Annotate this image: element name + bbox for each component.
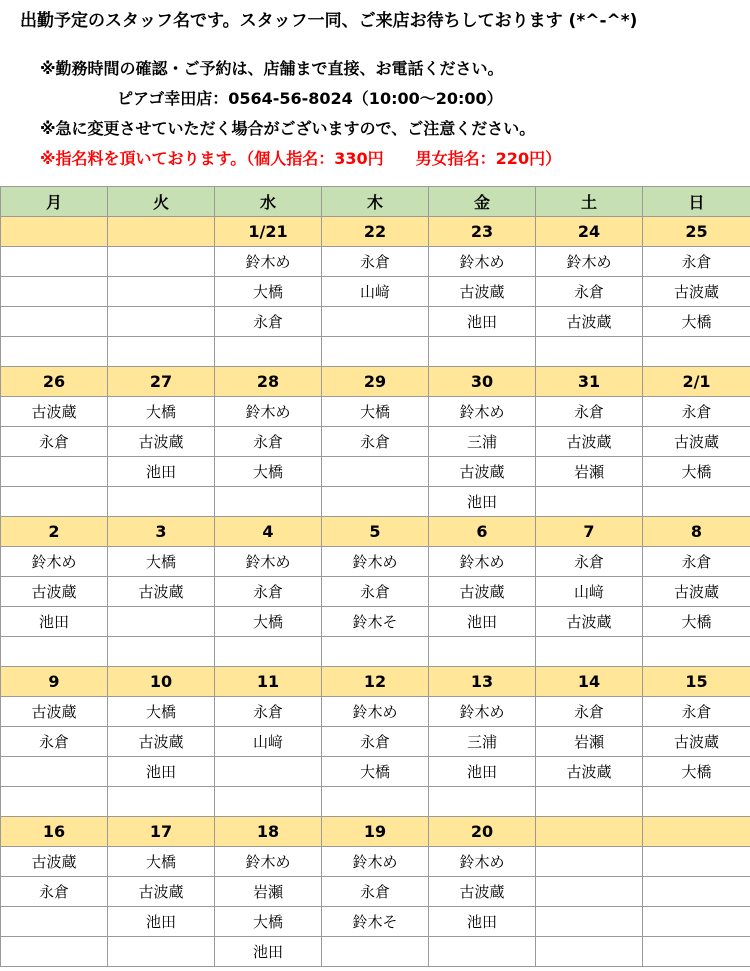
staff-name-cell: 古波蔵 — [108, 427, 215, 457]
staff-name-cell — [1, 937, 108, 967]
staff-name-cell: 大橋 — [108, 547, 215, 577]
date-cell: 22 — [322, 217, 429, 247]
staff-name-cell: 古波蔵 — [1, 697, 108, 727]
staff-name-cell: 池田 — [429, 607, 536, 637]
schedule-body — [1, 217, 750, 967]
staff-name-cell: 永倉 — [322, 577, 429, 607]
staff-name-cell: 永倉 — [322, 427, 429, 457]
date-row — [1, 517, 750, 547]
staff-name-cell: 永倉 — [1, 427, 108, 457]
staff-name-cell: 永倉 — [215, 577, 322, 607]
date-cell: 27 — [108, 367, 215, 397]
date-cell — [1, 217, 108, 247]
staff-name-cell: 永倉 — [536, 397, 643, 427]
staff-name-cell — [536, 787, 643, 817]
staff-name-cell: 山﨑 — [215, 727, 322, 757]
staff-name-cell — [322, 637, 429, 667]
date-cell: 6 — [429, 517, 536, 547]
date-cell: 30 — [429, 367, 536, 397]
date-cell — [108, 217, 215, 247]
staff-name-cell: 古波蔵 — [643, 577, 750, 607]
staff-row — [1, 307, 750, 337]
staff-name-cell: 古波蔵 — [1, 577, 108, 607]
staff-row — [1, 877, 750, 907]
staff-row — [1, 607, 750, 637]
weekday-header: 火 — [108, 187, 215, 217]
staff-row — [1, 337, 750, 367]
date-cell: 12 — [322, 667, 429, 697]
staff-name-cell — [108, 337, 215, 367]
date-cell: 26 — [1, 367, 108, 397]
staff-name-cell: 三浦 — [429, 427, 536, 457]
date-cell: 2/1 — [643, 367, 750, 397]
staff-name-cell — [108, 607, 215, 637]
staff-name-cell — [643, 907, 750, 937]
weekday-header: 木 — [322, 187, 429, 217]
staff-name-cell: 鈴木め — [215, 547, 322, 577]
staff-row — [1, 397, 750, 427]
date-cell: 14 — [536, 667, 643, 697]
staff-name-cell — [1, 247, 108, 277]
staff-name-cell — [322, 487, 429, 517]
staff-name-cell — [108, 637, 215, 667]
staff-name-cell: 古波蔵 — [108, 727, 215, 757]
notice-area — [0, 0, 750, 186]
staff-name-cell: 鈴木め — [536, 247, 643, 277]
staff-name-cell: 池田 — [1, 607, 108, 637]
date-cell — [536, 817, 643, 847]
staff-name-cell: 永倉 — [643, 547, 750, 577]
staff-schedule-table — [0, 186, 750, 967]
staff-name-cell: 大橋 — [215, 457, 322, 487]
staff-name-cell: 山﨑 — [322, 277, 429, 307]
staff-name-cell — [429, 937, 536, 967]
staff-name-cell: 永倉 — [215, 697, 322, 727]
staff-name-cell: 古波蔵 — [1, 847, 108, 877]
staff-row — [1, 277, 750, 307]
staff-name-cell: 古波蔵 — [429, 277, 536, 307]
staff-name-cell: 古波蔵 — [536, 607, 643, 637]
staff-name-cell — [536, 937, 643, 967]
staff-name-cell: 三浦 — [429, 727, 536, 757]
staff-name-cell: 池田 — [108, 757, 215, 787]
weekday-header: 土 — [536, 187, 643, 217]
staff-name-cell: 永倉 — [215, 307, 322, 337]
date-row — [1, 217, 750, 247]
staff-name-cell — [429, 787, 536, 817]
staff-name-cell: 鈴木め — [429, 547, 536, 577]
staff-name-cell: 永倉 — [322, 877, 429, 907]
date-cell: 28 — [215, 367, 322, 397]
staff-name-cell: 永倉 — [536, 697, 643, 727]
staff-name-cell: 池田 — [429, 907, 536, 937]
date-cell: 10 — [108, 667, 215, 697]
staff-name-cell — [108, 277, 215, 307]
staff-name-cell — [108, 937, 215, 967]
staff-name-cell — [322, 787, 429, 817]
staff-name-cell — [1, 637, 108, 667]
staff-name-cell — [322, 307, 429, 337]
staff-name-cell — [215, 787, 322, 817]
staff-name-cell — [108, 247, 215, 277]
staff-name-cell: 鈴木め — [429, 397, 536, 427]
staff-row — [1, 937, 750, 967]
staff-name-cell: 池田 — [215, 937, 322, 967]
staff-name-cell: 大橋 — [108, 847, 215, 877]
staff-name-cell: 永倉 — [322, 247, 429, 277]
staff-name-cell — [643, 637, 750, 667]
date-cell: 7 — [536, 517, 643, 547]
store-phone: ピアゴ幸田店：0564-56-8024（10:00～20:00） — [117, 89, 503, 108]
staff-row — [1, 577, 750, 607]
staff-name-cell: 鈴木そ — [322, 907, 429, 937]
staff-name-cell — [643, 787, 750, 817]
staff-name-cell — [643, 487, 750, 517]
staff-name-cell: 大橋 — [215, 607, 322, 637]
staff-name-cell: 大橋 — [108, 397, 215, 427]
staff-name-cell — [215, 757, 322, 787]
date-cell: 23 — [429, 217, 536, 247]
staff-row — [1, 457, 750, 487]
staff-name-cell: 池田 — [108, 457, 215, 487]
staff-name-cell: 大橋 — [215, 907, 322, 937]
staff-name-cell — [215, 637, 322, 667]
date-cell: 5 — [322, 517, 429, 547]
staff-name-cell — [1, 787, 108, 817]
date-cell: 13 — [429, 667, 536, 697]
weekday-header: 水 — [215, 187, 322, 217]
staff-name-cell: 古波蔵 — [108, 877, 215, 907]
staff-name-cell — [322, 937, 429, 967]
staff-name-cell: 古波蔵 — [429, 877, 536, 907]
date-cell: 19 — [322, 817, 429, 847]
staff-name-cell: 池田 — [429, 757, 536, 787]
date-cell: 17 — [108, 817, 215, 847]
staff-name-cell: 永倉 — [643, 247, 750, 277]
staff-name-cell: 古波蔵 — [643, 277, 750, 307]
staff-name-cell: 鈴木め — [429, 247, 536, 277]
date-row — [1, 817, 750, 847]
date-cell: 31 — [536, 367, 643, 397]
staff-name-cell: 大橋 — [215, 277, 322, 307]
date-cell: 15 — [643, 667, 750, 697]
staff-name-cell — [215, 487, 322, 517]
staff-name-cell: 古波蔵 — [108, 577, 215, 607]
staff-name-cell — [1, 907, 108, 937]
staff-name-cell: 大橋 — [108, 697, 215, 727]
staff-row — [1, 757, 750, 787]
staff-name-cell: 古波蔵 — [643, 727, 750, 757]
staff-row — [1, 727, 750, 757]
staff-row — [1, 547, 750, 577]
staff-row — [1, 787, 750, 817]
staff-name-cell: 大橋 — [643, 307, 750, 337]
date-row — [1, 667, 750, 697]
change-note: ※急に変更させていただく場合がございますので、ご注意ください。 — [40, 119, 536, 138]
staff-name-cell: 鈴木そ — [322, 607, 429, 637]
date-cell: 9 — [1, 667, 108, 697]
staff-name-cell — [322, 457, 429, 487]
staff-name-cell: 鈴木め — [322, 697, 429, 727]
staff-row — [1, 847, 750, 877]
staff-name-cell: 古波蔵 — [429, 577, 536, 607]
staff-name-cell — [108, 307, 215, 337]
nomination-fee-note: ※指名料を頂いております。（個人指名：330円 男女指名：220円） — [40, 149, 562, 168]
staff-row — [1, 427, 750, 457]
staff-row — [1, 637, 750, 667]
staff-name-cell — [1, 337, 108, 367]
staff-name-cell: 鈴木め — [215, 247, 322, 277]
staff-name-cell — [1, 457, 108, 487]
staff-name-cell: 池田 — [429, 487, 536, 517]
staff-name-cell: 鈴木め — [215, 397, 322, 427]
staff-name-cell: 大橋 — [643, 607, 750, 637]
weekday-header: 金 — [429, 187, 536, 217]
staff-name-cell: 岩瀬 — [215, 877, 322, 907]
date-cell: 29 — [322, 367, 429, 397]
staff-name-cell — [429, 637, 536, 667]
weekday-header: 月 — [1, 187, 108, 217]
page-title: 出勤予定のスタッフ名です。スタッフ一同、ご来店お待ちしております (*^-^*) — [20, 11, 638, 31]
staff-name-cell — [108, 487, 215, 517]
staff-name-cell: 古波蔵 — [536, 307, 643, 337]
staff-name-cell: 大橋 — [643, 457, 750, 487]
staff-name-cell: 永倉 — [322, 727, 429, 757]
staff-name-cell — [322, 337, 429, 367]
staff-name-cell — [536, 847, 643, 877]
staff-name-cell — [536, 487, 643, 517]
date-cell: 20 — [429, 817, 536, 847]
staff-name-cell: 大橋 — [643, 757, 750, 787]
date-cell: 11 — [215, 667, 322, 697]
date-cell: 2 — [1, 517, 108, 547]
date-cell: 4 — [215, 517, 322, 547]
staff-name-cell: 永倉 — [643, 397, 750, 427]
reservation-note: ※勤務時間の確認・ご予約は、店舗まで直接、お電話ください。 — [40, 59, 504, 78]
staff-name-cell — [643, 847, 750, 877]
staff-name-cell: 鈴木め — [322, 847, 429, 877]
staff-row — [1, 487, 750, 517]
weekday-header: 日 — [643, 187, 750, 217]
staff-name-cell — [536, 907, 643, 937]
staff-name-cell — [1, 487, 108, 517]
staff-name-cell — [643, 937, 750, 967]
staff-name-cell: 池田 — [108, 907, 215, 937]
staff-row — [1, 907, 750, 937]
staff-name-cell — [215, 337, 322, 367]
staff-name-cell: 永倉 — [1, 877, 108, 907]
staff-name-cell — [536, 337, 643, 367]
staff-name-cell: 永倉 — [1, 727, 108, 757]
staff-name-cell: 永倉 — [215, 427, 322, 457]
staff-name-cell — [429, 337, 536, 367]
staff-row — [1, 247, 750, 277]
staff-name-cell: 山﨑 — [536, 577, 643, 607]
date-cell: 24 — [536, 217, 643, 247]
staff-name-cell: 古波蔵 — [643, 427, 750, 457]
staff-name-cell — [536, 877, 643, 907]
date-cell: 3 — [108, 517, 215, 547]
staff-name-cell — [1, 757, 108, 787]
staff-name-cell: 永倉 — [536, 277, 643, 307]
staff-name-cell — [1, 307, 108, 337]
staff-name-cell: 岩瀬 — [536, 727, 643, 757]
staff-name-cell: 鈴木め — [322, 547, 429, 577]
staff-name-cell: 鈴木め — [215, 847, 322, 877]
staff-name-cell: 古波蔵 — [536, 427, 643, 457]
staff-name-cell: 永倉 — [536, 547, 643, 577]
date-cell: 25 — [643, 217, 750, 247]
staff-name-cell — [108, 787, 215, 817]
staff-name-cell — [643, 337, 750, 367]
weekday-header-row — [1, 187, 750, 217]
staff-name-cell: 古波蔵 — [429, 457, 536, 487]
date-cell: 18 — [215, 817, 322, 847]
staff-name-cell: 鈴木め — [429, 847, 536, 877]
staff-name-cell: 鈴木め — [1, 547, 108, 577]
date-cell: 1/21 — [215, 217, 322, 247]
staff-name-cell: 古波蔵 — [1, 397, 108, 427]
staff-name-cell: 池田 — [429, 307, 536, 337]
staff-name-cell: 岩瀬 — [536, 457, 643, 487]
staff-name-cell: 古波蔵 — [536, 757, 643, 787]
staff-name-cell: 永倉 — [643, 697, 750, 727]
date-cell — [643, 817, 750, 847]
staff-name-cell: 大橋 — [322, 757, 429, 787]
staff-name-cell — [1, 277, 108, 307]
date-row — [1, 367, 750, 397]
staff-name-cell — [536, 637, 643, 667]
date-cell: 16 — [1, 817, 108, 847]
staff-name-cell — [643, 877, 750, 907]
staff-name-cell: 鈴木め — [429, 697, 536, 727]
date-cell: 8 — [643, 517, 750, 547]
staff-row — [1, 697, 750, 727]
staff-name-cell: 大橋 — [322, 397, 429, 427]
